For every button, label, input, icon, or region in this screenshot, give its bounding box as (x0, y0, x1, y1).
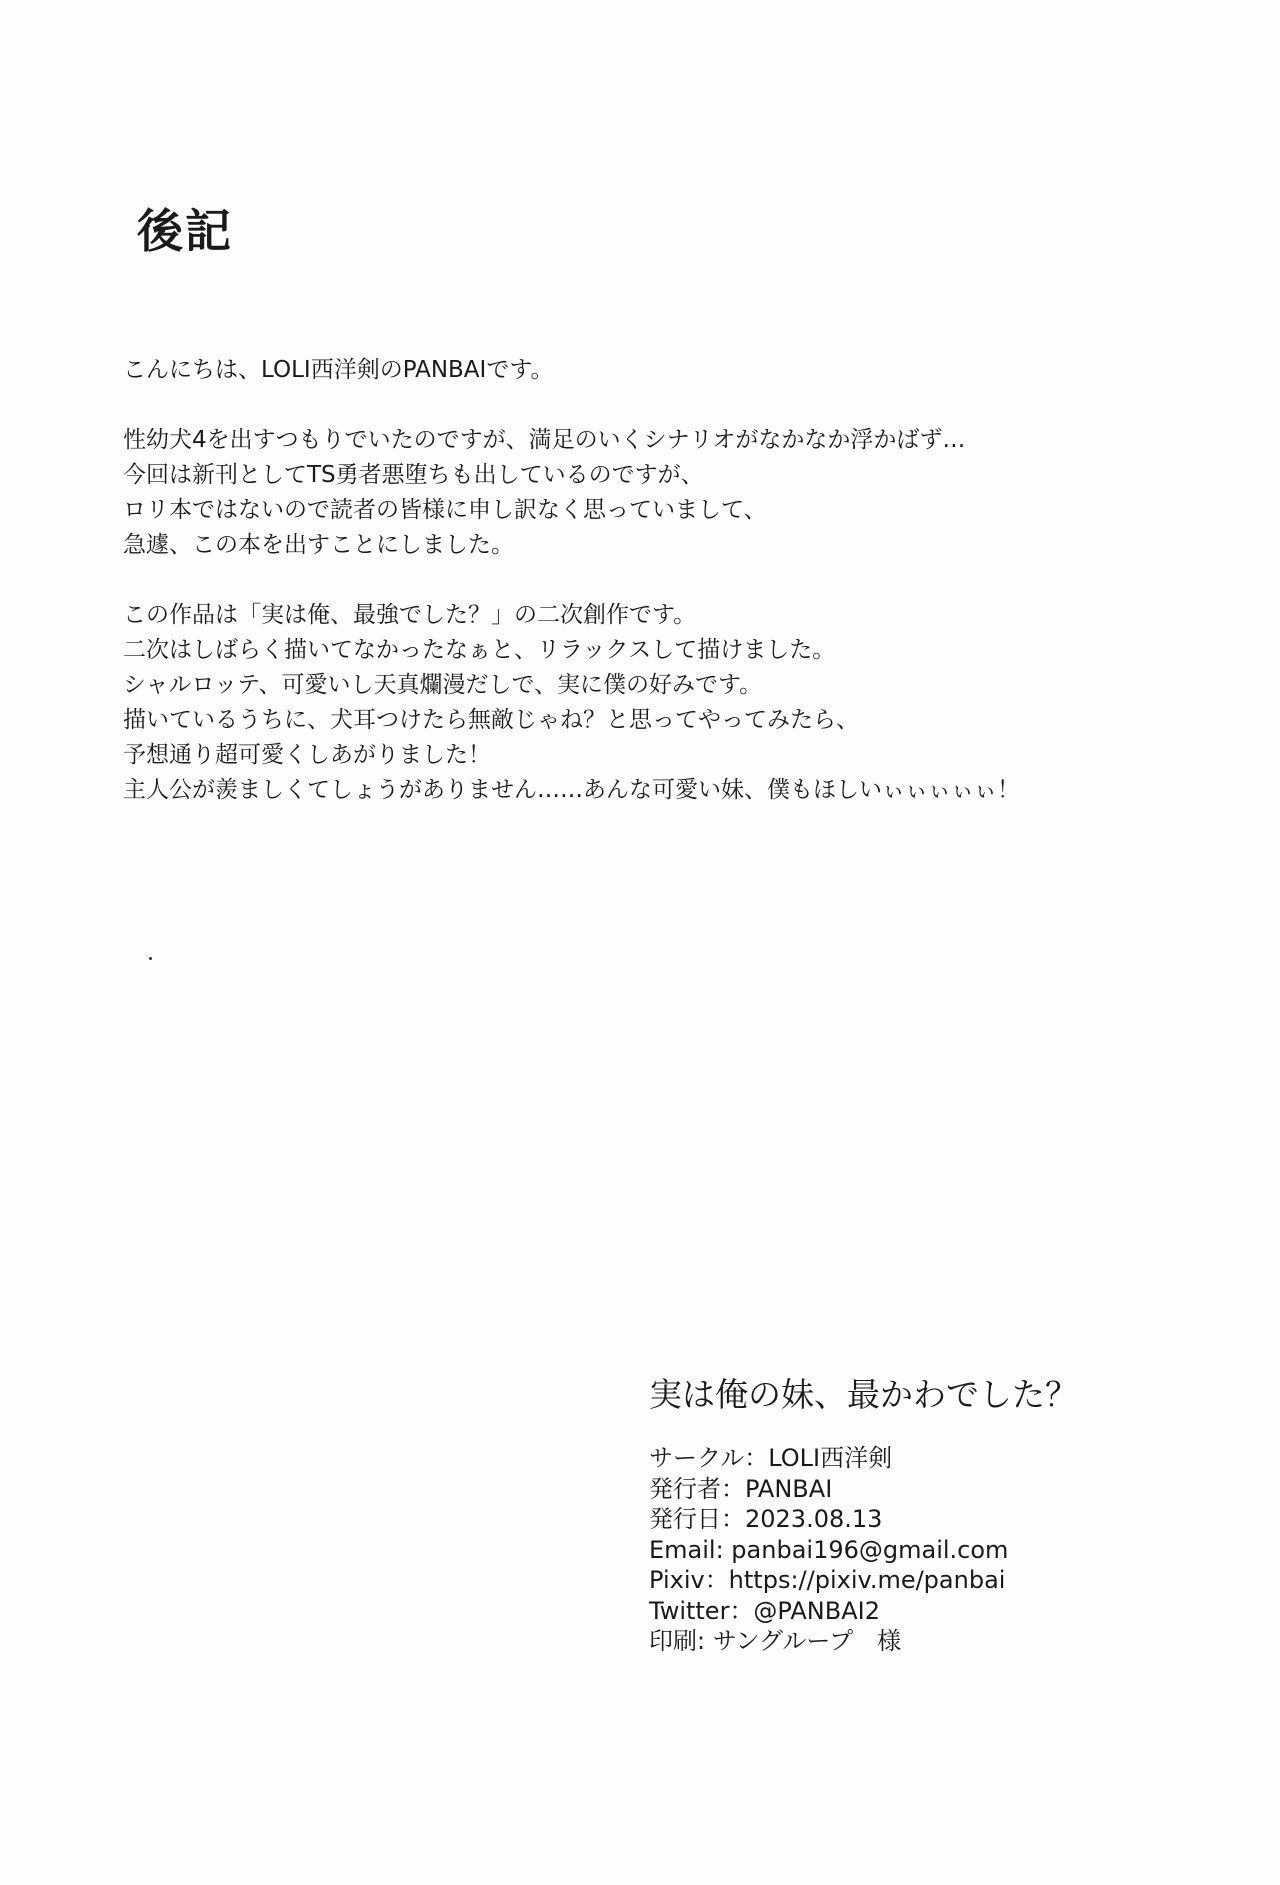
publisher-name: 発行者：PANBAI (649, 1474, 833, 1503)
colophon (649, 1375, 1209, 1657)
paragraph-about-work (123, 598, 1123, 808)
text-line: 今回は新刊としてTS勇者悪堕ちも出しているのですが、 (123, 462, 704, 488)
afterword-heading: 後記 (137, 204, 233, 258)
text-line: 性幼犬4を出すつもりでいたのですが、満足のいくシナリオがなかなか浮かばず… (123, 427, 966, 453)
twitter-handle: Twitter：@PANBAI2 (649, 1596, 880, 1625)
ink-speck (149, 957, 152, 960)
printer-name: 印刷: サングループ 様 (649, 1627, 902, 1655)
text-line: シャルロッテ、可愛いし天真爛漫だしで、実に僕の好みです。 (123, 672, 763, 698)
colophon-info (649, 1443, 1209, 1657)
circle-name: サークル：LOLI西洋剣 (649, 1444, 893, 1472)
paragraph-greeting (123, 353, 1123, 388)
paragraph-background (123, 423, 1123, 563)
pixiv-link: Pixiv：https://pixiv.me/panbai (649, 1566, 1006, 1594)
text-line: 主人公が羨ましくてしょうがありません……あんな可愛い妹、僕もほしいぃぃぃぃぃ！ (123, 777, 1020, 803)
email-address: Email: panbai196@gmail.com (649, 1535, 1009, 1564)
publication-date: 発行日：2023.08.13 (649, 1505, 883, 1533)
text-line: 二次はしばらく描いてなかったなぁと、リラックスして描けました。 (123, 637, 836, 663)
text-line: 急遽、この本を出すことにしました。 (123, 532, 514, 558)
text-line: こんにちは、LOLI西洋剣のPANBAIです。 (123, 357, 554, 383)
book-title: 実は俺の妹、最かわでした？ (649, 1375, 1078, 1414)
text-line: ロリ本ではないので読者の皆様に申し訳なく思っていまして、 (123, 497, 767, 523)
text-line: 予想通り超可愛くしあがりました！ (123, 742, 491, 768)
afterword-body (123, 353, 1123, 843)
text-line: 描いているうちに、犬耳つけたら無敵じゃね？と思ってやってみたら、 (123, 707, 859, 733)
text-line: この作品は「実は俺、最強でした？」の二次創作です。 (123, 602, 697, 628)
